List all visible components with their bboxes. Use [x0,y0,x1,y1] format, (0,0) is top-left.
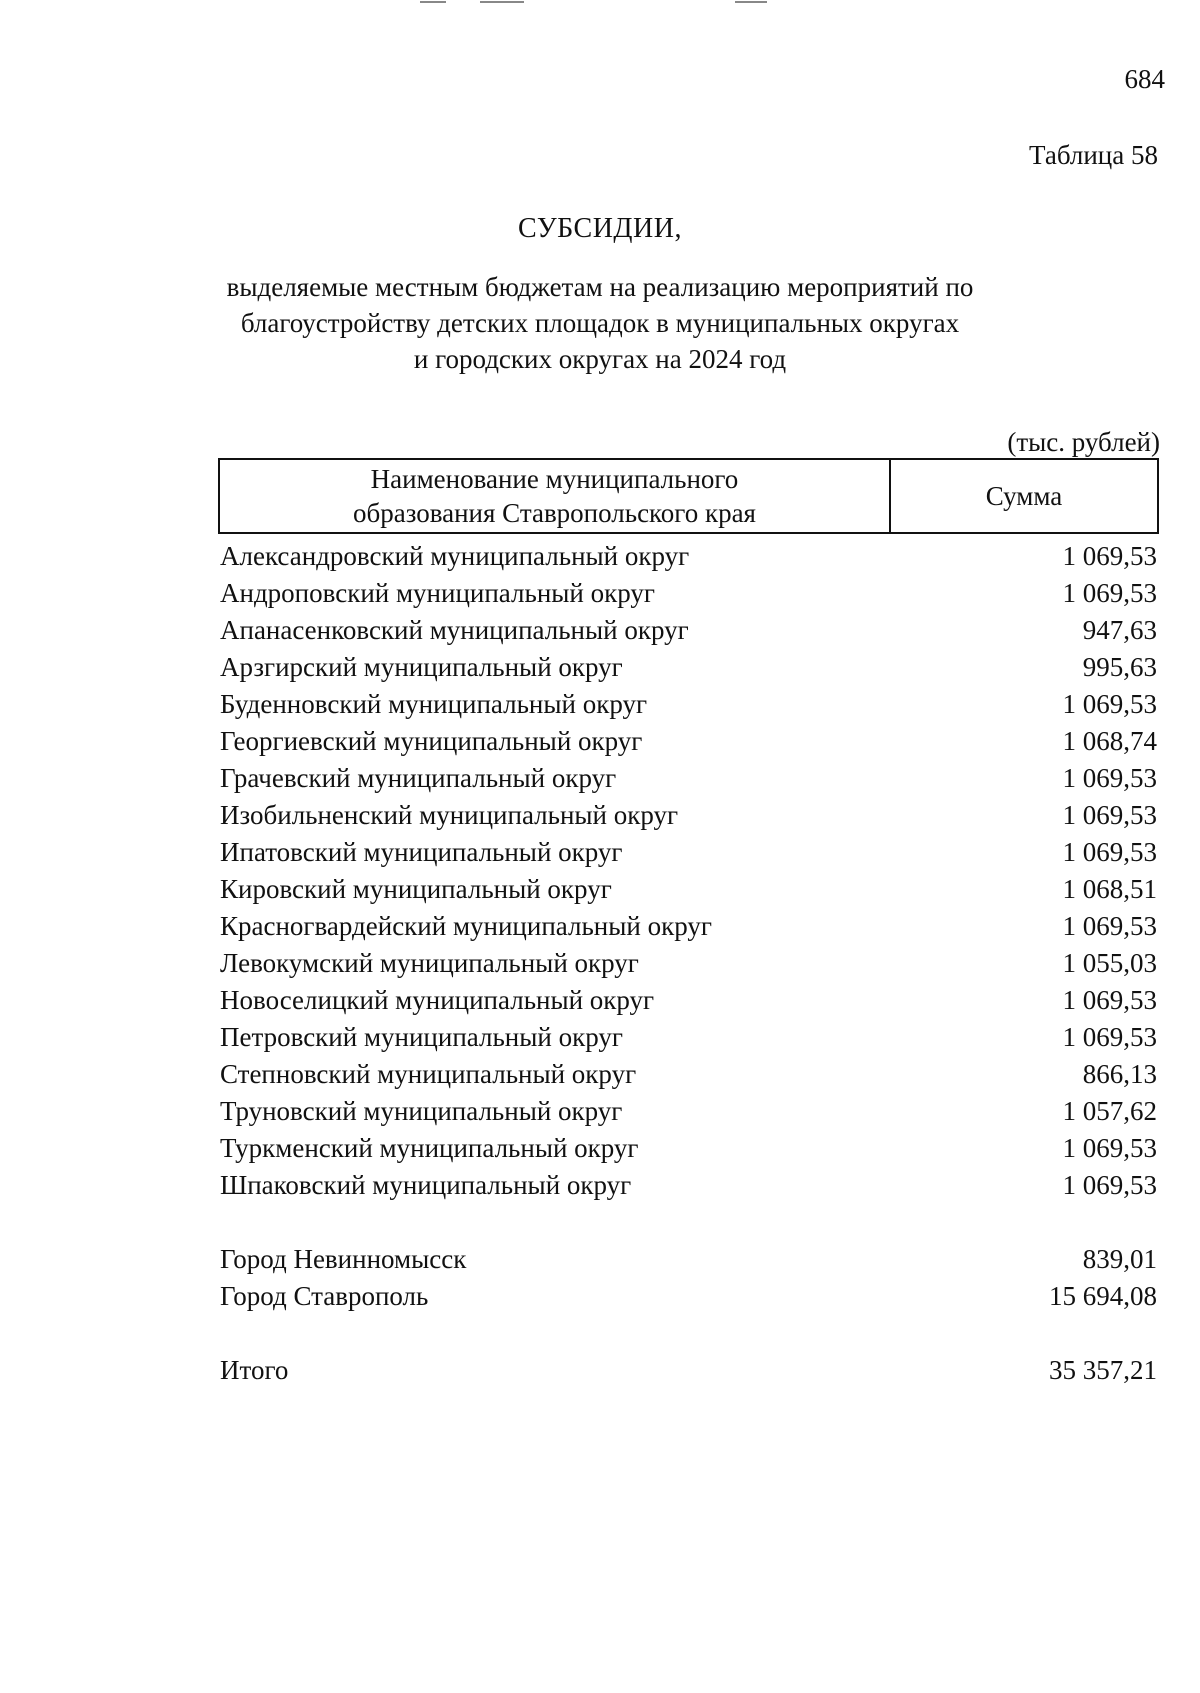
document-title: СУБСИДИИ, [518,213,682,244]
table-row [220,538,1157,575]
table-row [220,649,1157,686]
row-name: Андроповский муниципальный округ [220,578,655,608]
header-sum-column: Сумма [985,480,1063,511]
row-value: 1 069,53 [1062,911,1157,941]
row-name: Шпаковский муниципальный округ [220,1170,632,1200]
row-value: 1 069,53 [1062,578,1157,608]
table-header [218,458,1159,534]
row-value: 1 069,53 [1062,1133,1157,1163]
row-name: Город Ставрополь [220,1281,429,1311]
table-row [220,797,1157,834]
row-value: 1 057,62 [1062,1096,1157,1126]
table-row-total [220,1352,1157,1389]
row-name: Александровский муниципальный округ [220,541,690,571]
subtitle-line: и городских округах на 2024 год [413,344,787,374]
row-name: Петровский муниципальный округ [220,1022,623,1052]
row-value: 1 069,53 [1062,763,1157,793]
table-row [220,908,1157,945]
total-value: 35 357,21 [1049,1355,1157,1385]
header-name-line: образования Ставропольского края [353,498,756,528]
row-name: Изобильненский муниципальный округ [220,800,679,830]
row-value: 839,01 [1082,1244,1157,1274]
row-value: 1 069,53 [1062,1170,1157,1200]
row-name: Апанасенковский муниципальный округ [220,615,689,645]
row-spacer [220,1204,1157,1241]
row-name: Труновский муниципальный округ [220,1096,623,1126]
row-value: 1 069,53 [1062,689,1157,719]
row-name: Город Невинномысск [220,1244,467,1274]
row-value: 947,63 [1082,615,1157,645]
row-value: 1 068,74 [1062,726,1157,756]
scan-artifact [420,1,446,3]
table-row [220,945,1157,982]
subtitle-line: благоустройству детских площадок в муниципальных округах [240,308,960,338]
row-name: Новоселицкий муниципальный округ [220,985,655,1015]
table-row-city [220,1241,1157,1278]
row-name: Георгиевский муниципальный округ [220,726,643,756]
row-value: 1 069,53 [1062,985,1157,1015]
table-row [220,1019,1157,1056]
row-spacer [220,1315,1157,1352]
row-name: Ипатовский муниципальный округ [220,837,623,867]
row-value: 1 069,53 [1062,541,1157,571]
table-row-city [220,1278,1157,1315]
table-row [220,723,1157,760]
units-label: (тыс. рублей) [1007,427,1160,457]
header-name-line: Наименование муниципального [370,464,739,494]
table-body [220,538,1157,1389]
row-name: Туркменский муниципальный округ [220,1133,639,1163]
row-name: Грачевский муниципальный округ [220,763,617,793]
document-subtitle [0,269,1200,377]
table-row [220,982,1157,1019]
scan-artifact [735,1,767,3]
row-value: 995,63 [1082,652,1157,682]
table-row [220,575,1157,612]
row-value: 1 068,51 [1062,874,1157,904]
table-row [220,871,1157,908]
table-row [220,1056,1157,1093]
row-name: Степновский муниципальный округ [220,1059,637,1089]
table-label: Таблица 58 [1029,140,1158,170]
table-row [220,1130,1157,1167]
row-value: 1 069,53 [1062,800,1157,830]
row-value: 1 069,53 [1062,1022,1157,1052]
table-row [220,686,1157,723]
row-name: Арзгирский муниципальный округ [220,652,623,682]
row-value: 866,13 [1082,1059,1157,1089]
row-name: Левокумский муниципальный округ [220,948,639,978]
row-value: 1 069,53 [1062,837,1157,867]
row-name: Красногвардейский муниципальный округ [220,911,712,941]
total-label: Итого [220,1355,289,1385]
table-row [220,612,1157,649]
row-name: Буденновский муниципальный округ [220,689,648,719]
row-value: 15 694,08 [1049,1281,1157,1311]
header-name-column [220,460,891,532]
table-row [220,1167,1157,1204]
row-value: 1 055,03 [1062,948,1157,978]
page-number: 684 [1124,64,1165,94]
row-name: Кировский муниципальный округ [220,874,612,904]
subtitle-line: выделяемые местным бюджетам на реализацию мероприятий по [226,272,974,302]
table-row [220,834,1157,871]
table-row [220,760,1157,797]
table-row [220,1093,1157,1130]
scan-artifact [480,1,524,3]
